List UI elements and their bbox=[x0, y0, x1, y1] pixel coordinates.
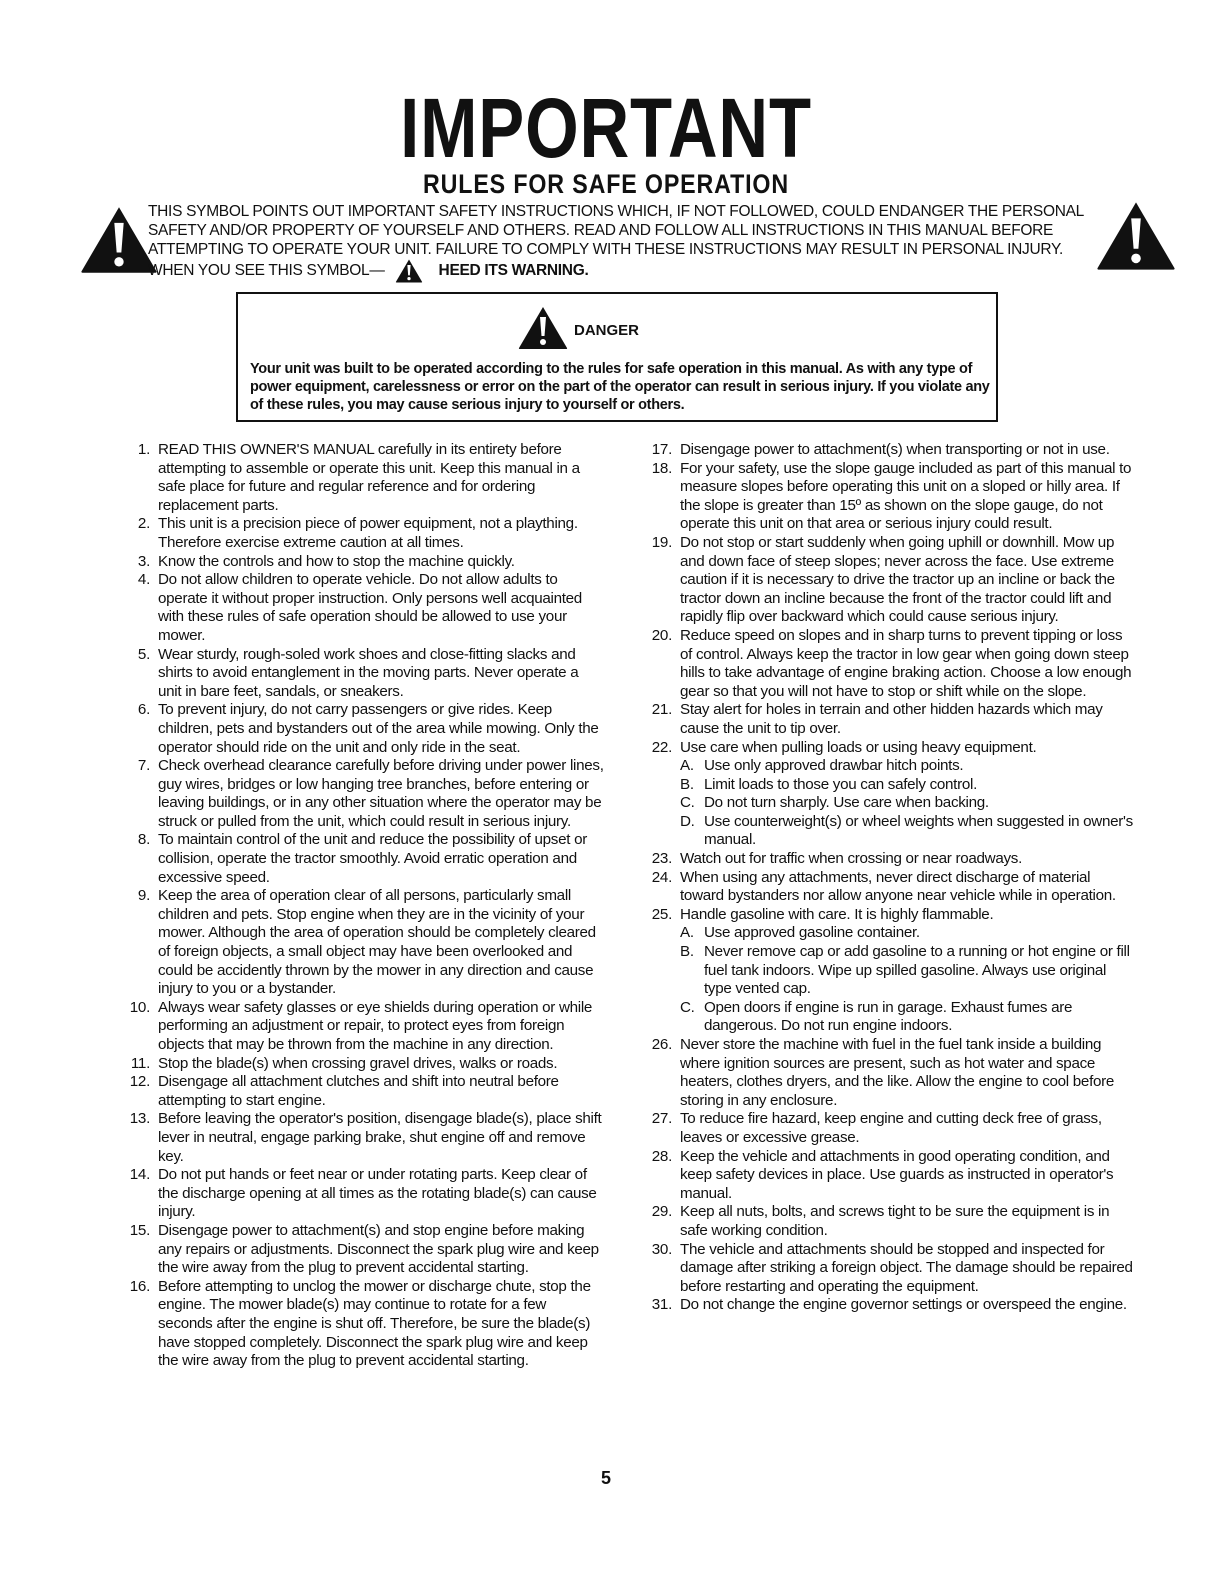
rule-number: 24. bbox=[651, 868, 672, 886]
rule-item bbox=[646, 1110, 1136, 1147]
rule-text: To reduce fire hazard, keep engine and cutting deck free of grass, leaves or excessive grease. bbox=[680, 1110, 1102, 1146]
subitem-text: Do not turn sharply. Use care when backing. bbox=[704, 794, 989, 812]
rule-number: 25. bbox=[651, 905, 672, 923]
warning-icon bbox=[1096, 200, 1176, 277]
rule-text: Before attempting to unclog the mower or discharge chute, stop the engine. The mower blade(s) may continue to rotate for a few seconds after the engine is shut off. Therefore, be sure the blade(s) have stopped completely. Disconnect the spark plug wire and keep the wire away from the plug to prevent accidental starting. bbox=[158, 1277, 591, 1370]
rule-text: Never store the machine with fuel in the fuel tank inside a building where ignition sources are present, such as hot water and space heaters, clothes dryers, and the like. Allow the engine to cool before storing in any enclosure. bbox=[680, 1036, 1115, 1109]
rule-item bbox=[124, 515, 604, 552]
rule-number: 9. bbox=[137, 887, 150, 905]
rule-text: Know the controls and how to stop the machine quickly. bbox=[158, 552, 515, 570]
rule-text: Disengage all attachment clutches and shift into neutral before attempting to start engine. bbox=[158, 1073, 559, 1109]
rule-number: 28. bbox=[651, 1147, 672, 1165]
rule-number: 29. bbox=[651, 1203, 672, 1221]
rule-subitem bbox=[680, 999, 1136, 1036]
rule-text: Watch out for traffic when crossing or near roadways. bbox=[680, 850, 1023, 868]
rule-number: 26. bbox=[651, 1036, 672, 1053]
rule-text: Do not allow children to operate vehicle. Do not allow adults to operate it without proper instruction. Only persons well acquainted with these rules of safe operation should be allowed to use your mower. bbox=[158, 571, 582, 644]
rule-item bbox=[646, 850, 1136, 869]
warning-icon bbox=[395, 259, 423, 288]
subitem-text: Use only approved drawbar hitch points. bbox=[704, 757, 964, 775]
rule-text: Disengage power to attachment(s) when transporting or not in use. bbox=[680, 441, 1110, 458]
rule-number: 1. bbox=[137, 441, 150, 458]
rule-text: Keep the area of operation clear of all persons, particularly small children and pets. Stop engine when they are in the vicinity of your mower. Although the area of operation should be completely cleared of foreign objects, a small object may have been overlooked and could be accidently thrown by the mower in any direction and cause injury to you or a bystander. bbox=[158, 887, 596, 998]
warning-icon bbox=[518, 306, 568, 355]
rule-text: Do not stop or start suddenly when going uphill or downhill. Mow up and down face of steep slopes; never across the face. Use extreme caution if it is necessary to drive the tractor up an incline or back the tractor down an incline because the front of the tractor could lift and rapidly flip over backward which could cause serious injury. bbox=[680, 533, 1115, 626]
rule-item bbox=[646, 441, 1136, 460]
rule-number: 6. bbox=[137, 701, 150, 719]
danger-label: DANGER bbox=[574, 322, 640, 339]
rule-text: When using any attachments, never direct discharge of material toward bystanders nor allow anyone near vehicle while in operation. bbox=[680, 868, 1116, 905]
rule-sublist bbox=[680, 757, 1136, 850]
rule-text: Handle gasoline with care. It is highly flammable. bbox=[680, 905, 994, 923]
rule-number: 13. bbox=[129, 1110, 150, 1128]
subitem-letter: D. bbox=[680, 812, 695, 830]
subitem-text: Use counterweight(s) or wheel weights when suggested in owner's manual. bbox=[704, 812, 1133, 849]
rule-number: 5. bbox=[137, 645, 150, 663]
rule-item bbox=[124, 1110, 604, 1166]
rule-item bbox=[646, 627, 1136, 701]
rule-text: Disengage power to attachment(s) and stop engine before making any repairs or adjustments. Disconnect the spark plug wire and keep the wire away from the plug to prevent accidental starting. bbox=[158, 1221, 599, 1277]
rule-number: 14. bbox=[129, 1166, 150, 1184]
rule-text: Reduce speed on slopes and in sharp turns to prevent tipping or loss of control. Always keep the tractor in low gear when going down steep hills to take advantage of engine braking action. Choose a low enough gear so that you will not have to stop or shift while on the slope. bbox=[680, 626, 1132, 700]
subitem-text: Limit loads to those you can safely control. bbox=[704, 775, 977, 793]
subitem-letter: C. bbox=[680, 998, 695, 1016]
page-subtitle: RULES FOR SAFE OPERATION bbox=[423, 169, 789, 199]
rule-subitem bbox=[680, 757, 1136, 776]
rule-text: Before leaving the operator's position, disengage blade(s), place shift lever in neutral, engage parking brake, shut engine off and remove key. bbox=[158, 1110, 602, 1165]
rule-number: 23. bbox=[651, 850, 672, 868]
rule-number: 10. bbox=[129, 998, 150, 1016]
rule-item bbox=[124, 701, 604, 757]
rule-number: 19. bbox=[651, 533, 672, 551]
rule-item bbox=[124, 887, 604, 999]
rule-subitem bbox=[680, 943, 1136, 999]
rule-number: 12. bbox=[129, 1073, 150, 1091]
rule-item bbox=[124, 757, 604, 831]
rule-text: Use care when pulling loads or using heavy equipment. bbox=[680, 738, 1037, 756]
rule-number: 8. bbox=[137, 831, 150, 849]
rule-item bbox=[646, 739, 1136, 851]
rule-text: This unit is a precision piece of power equipment, not a plaything. Therefore exercise extreme caution at all times. bbox=[158, 515, 578, 551]
rule-item bbox=[646, 460, 1136, 534]
subitem-letter: A. bbox=[680, 757, 694, 775]
rule-number: 16. bbox=[129, 1277, 150, 1295]
rule-item bbox=[646, 1203, 1136, 1240]
rule-item bbox=[646, 906, 1136, 1036]
rule-number: 20. bbox=[651, 626, 672, 644]
subitem-letter: A. bbox=[680, 924, 694, 942]
rule-text: Stop the blade(s) when crossing gravel drives, walks or roads. bbox=[158, 1054, 558, 1072]
intro-text: THIS SYMBOL POINTS OUT IMPORTANT SAFETY INSTRUCTIONS WHICH, IF NOT FOLLOWED, COULD ENDANGER THE PERSONAL SAFETY AND/OR PROPERTY OF YOURSELF AND OTHERS. READ AND FOLLOW ALL INSTRUCTIONS IN THIS MANUAL BEFORE ATTEMPTING TO OPERATE YOUR UNIT. FAILURE TO COMPLY WITH THESE INSTRUCTIONS MAY RESULT IN PERSONAL INJURY. WHEN YOU SEE THIS SYMBOL— bbox=[148, 203, 1084, 279]
rule-number: 17. bbox=[651, 441, 672, 458]
rule-number: 18. bbox=[651, 459, 672, 477]
subitem-letter: C. bbox=[680, 794, 695, 812]
rule-number: 15. bbox=[129, 1221, 150, 1239]
rule-item bbox=[124, 831, 604, 887]
rule-item bbox=[124, 1073, 604, 1110]
rule-item bbox=[124, 571, 604, 645]
rule-item bbox=[646, 1241, 1136, 1297]
rule-text: Always wear safety glasses or eye shields during operation or while performing an adjustment or repair, to protect eyes from foreign objects that may be thrown from the machine in any direction. bbox=[158, 998, 593, 1053]
rule-item bbox=[124, 1278, 604, 1371]
rule-item bbox=[124, 1166, 604, 1222]
rule-text: Wear sturdy, rough-soled work shoes and close-fitting slacks and shirts to avoid entanglement in the moving parts. Never operate a unit in bare feet, sandals, or sneakers. bbox=[158, 645, 579, 700]
rule-text: Keep the vehicle and attachments in good operating condition, and keep safety devices in place. Use guards as instructed in operator's manual. bbox=[680, 1147, 1114, 1202]
warning-icon bbox=[80, 205, 158, 280]
subitem-text: Open doors if engine is run in garage. Exhaust fumes are dangerous. Do not run engine indoors. bbox=[704, 998, 1073, 1035]
rule-number: 31. bbox=[651, 1296, 672, 1314]
rule-subitem bbox=[680, 776, 1136, 795]
rule-number: 27. bbox=[651, 1110, 672, 1128]
danger-header bbox=[518, 306, 639, 355]
rule-text: Do not put hands or feet near or under rotating parts. Keep clear of the discharge opening at all times as the rotating blade(s) can cause injury. bbox=[158, 1166, 597, 1221]
subitem-text: Never remove cap or add gasoline to a running or hot engine or fill fuel tank indoors. Wipe up spilled gasoline. Always use original type vented cap. bbox=[704, 943, 1130, 998]
rules-list-left bbox=[124, 441, 604, 1371]
intro-paragraph bbox=[148, 202, 1093, 288]
subitem-letter: B. bbox=[680, 943, 694, 961]
rule-item bbox=[124, 999, 604, 1055]
rule-number: 4. bbox=[137, 571, 150, 589]
page-number: 5 bbox=[600, 1468, 611, 1488]
rule-number: 11. bbox=[130, 1054, 150, 1072]
rule-item bbox=[124, 646, 604, 702]
subitem-text: Use approved gasoline container. bbox=[704, 924, 920, 942]
rule-text: Check overhead clearance carefully before driving under power lines, guy wires, bridges or low hanging tree branches, before entering or leaving buildings, or in any other situation where the operator may be struck or pulled from the unit, which could result in serious injury. bbox=[158, 757, 604, 830]
rule-number: 7. bbox=[137, 757, 150, 775]
rule-number: 22. bbox=[651, 738, 672, 756]
rule-number: 30. bbox=[651, 1240, 672, 1258]
page-title: IMPORTANT bbox=[400, 81, 812, 175]
rule-item bbox=[646, 1036, 1136, 1110]
rule-subitem bbox=[680, 794, 1136, 813]
subitem-letter: B. bbox=[680, 775, 694, 793]
rule-item bbox=[124, 1055, 604, 1074]
heed-warning-text: HEED ITS WARNING. bbox=[438, 262, 589, 279]
rule-item bbox=[646, 1296, 1136, 1315]
rule-item bbox=[646, 534, 1136, 627]
rule-number: 21. bbox=[651, 701, 672, 719]
rule-number: 3. bbox=[137, 552, 150, 570]
danger-text: Your unit was built to be operated according to the rules for safe operation in this manual. As with any type of power equipment, carelessness or error on the part of the operator can result in serious injury. If you violate any of these rules, you may cause serious injury to yourself or others. bbox=[250, 361, 990, 413]
rule-item bbox=[124, 441, 604, 515]
rule-item bbox=[646, 701, 1136, 738]
rule-sublist bbox=[680, 924, 1136, 1036]
rule-number: 2. bbox=[137, 515, 150, 533]
rule-item bbox=[124, 553, 604, 572]
rule-text: Keep all nuts, bolts, and screws tight to be sure the equipment is in safe working condition. bbox=[680, 1203, 1110, 1239]
rule-text: READ THIS OWNER'S MANUAL carefully in its entirety before attempting to assemble or operate this unit. Keep this manual in a safe place for future and regular reference and for ordering replacement parts. bbox=[158, 441, 580, 514]
rule-subitem bbox=[680, 924, 1136, 943]
rule-item bbox=[124, 1222, 604, 1278]
rule-text: For your safety, use the slope gauge included as part of this manual to measure slopes before operating this unit on a sloped or hilly area. If the slope is greater than 15º as shown on the slope gauge, do not operate this unit on that area or serious injury could result. bbox=[680, 459, 1132, 533]
rule-item bbox=[646, 1148, 1136, 1204]
rule-text: The vehicle and attachments should be stopped and inspected for damage after striking a foreign object. The damage should be repaired before restarting and operating the equipment. bbox=[680, 1240, 1133, 1295]
danger-box bbox=[236, 292, 998, 422]
rule-text: Do not change the engine governor settings or overspeed the engine. bbox=[680, 1296, 1127, 1314]
rule-text: To maintain control of the unit and reduce the possibility of upset or collision, operate the tractor smoothly. Avoid erratic operation and excessive speed. bbox=[158, 831, 587, 886]
rule-item bbox=[646, 869, 1136, 906]
rule-text: To prevent injury, do not carry passengers or give rides. Keep children, pets and bystanders out of the area while mowing. Only the operator should ride on the unit and only ride in the seat. bbox=[158, 701, 599, 756]
rule-subitem bbox=[680, 813, 1136, 850]
rules-list-right bbox=[646, 441, 1136, 1315]
rule-text: Stay alert for holes in terrain and other hidden hazards which may cause the unit to tip over. bbox=[680, 701, 1103, 737]
